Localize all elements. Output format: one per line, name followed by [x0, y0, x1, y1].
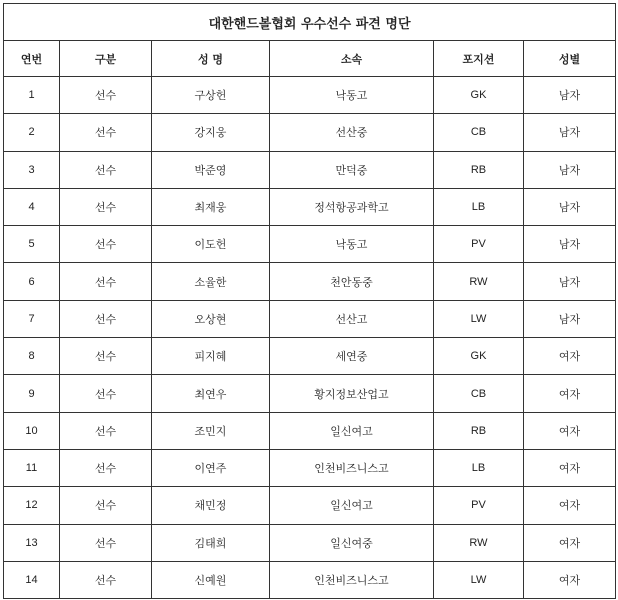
- cell-gender: 남자: [524, 188, 616, 225]
- cell-category: 선수: [60, 338, 152, 375]
- cell-affiliation: 선산중: [270, 114, 434, 151]
- table-row: [4, 412, 616, 449]
- header-name: 성 명: [152, 41, 270, 77]
- table-row: [4, 524, 616, 561]
- cell-name: 김태희: [152, 524, 270, 561]
- cell-name: 구상헌: [152, 77, 270, 114]
- table-row: [4, 263, 616, 300]
- cell-category: 선수: [60, 300, 152, 337]
- cell-number: 9: [4, 375, 60, 412]
- table-row: [4, 375, 616, 412]
- cell-name: 신예원: [152, 561, 270, 598]
- cell-gender: 여자: [524, 561, 616, 598]
- cell-gender: 남자: [524, 226, 616, 263]
- table-row: [4, 226, 616, 263]
- cell-number: 3: [4, 151, 60, 188]
- cell-number: 2: [4, 114, 60, 151]
- header-number: 연번: [4, 41, 60, 77]
- cell-affiliation: 낙동고: [270, 226, 434, 263]
- cell-name: 피지혜: [152, 338, 270, 375]
- cell-number: 13: [4, 524, 60, 561]
- cell-name: 강지웅: [152, 114, 270, 151]
- cell-affiliation: 세연중: [270, 338, 434, 375]
- cell-category: 선수: [60, 226, 152, 263]
- cell-affiliation: 인천비즈니스고: [270, 561, 434, 598]
- table-row: [4, 561, 616, 598]
- cell-name: 이도헌: [152, 226, 270, 263]
- cell-affiliation: 인천비즈니스고: [270, 449, 434, 486]
- cell-gender: 여자: [524, 338, 616, 375]
- cell-gender: 여자: [524, 524, 616, 561]
- header-row: [4, 41, 616, 77]
- cell-affiliation: 일신여고: [270, 487, 434, 524]
- table-row: [4, 487, 616, 524]
- cell-category: 선수: [60, 487, 152, 524]
- cell-number: 14: [4, 561, 60, 598]
- table-row: [4, 114, 616, 151]
- table-row: [4, 77, 616, 114]
- cell-affiliation: 만덕중: [270, 151, 434, 188]
- header-position: 포지션: [434, 41, 524, 77]
- cell-position: LB: [434, 188, 524, 225]
- table-row: [4, 449, 616, 486]
- cell-name: 최재웅: [152, 188, 270, 225]
- cell-number: 10: [4, 412, 60, 449]
- cell-affiliation: 낙동고: [270, 77, 434, 114]
- cell-number: 7: [4, 300, 60, 337]
- table-row: [4, 188, 616, 225]
- cell-number: 4: [4, 188, 60, 225]
- cell-position: RB: [434, 412, 524, 449]
- cell-affiliation: 선산고: [270, 300, 434, 337]
- cell-position: LW: [434, 300, 524, 337]
- cell-number: 11: [4, 449, 60, 486]
- cell-position: LW: [434, 561, 524, 598]
- cell-category: 선수: [60, 151, 152, 188]
- table-row: [4, 338, 616, 375]
- cell-gender: 여자: [524, 449, 616, 486]
- cell-number: 8: [4, 338, 60, 375]
- cell-position: CB: [434, 114, 524, 151]
- cell-number: 1: [4, 77, 60, 114]
- cell-position: GK: [434, 338, 524, 375]
- cell-number: 6: [4, 263, 60, 300]
- cell-name: 조민지: [152, 412, 270, 449]
- cell-category: 선수: [60, 524, 152, 561]
- cell-name: 소율한: [152, 263, 270, 300]
- cell-name: 이연주: [152, 449, 270, 486]
- cell-position: RW: [434, 524, 524, 561]
- cell-gender: 남자: [524, 263, 616, 300]
- table-row: [4, 151, 616, 188]
- cell-affiliation: 일신여중: [270, 524, 434, 561]
- cell-category: 선수: [60, 188, 152, 225]
- cell-gender: 여자: [524, 487, 616, 524]
- cell-gender: 남자: [524, 300, 616, 337]
- cell-category: 선수: [60, 412, 152, 449]
- cell-gender: 여자: [524, 412, 616, 449]
- header-gender: 성별: [524, 41, 616, 77]
- cell-name: 박준영: [152, 151, 270, 188]
- cell-position: PV: [434, 487, 524, 524]
- cell-category: 선수: [60, 114, 152, 151]
- cell-position: GK: [434, 77, 524, 114]
- header-affiliation: 소속: [270, 41, 434, 77]
- cell-name: 최연우: [152, 375, 270, 412]
- table-row: [4, 300, 616, 337]
- cell-gender: 여자: [524, 375, 616, 412]
- cell-affiliation: 일신여고: [270, 412, 434, 449]
- cell-affiliation: 정석항공과학고: [270, 188, 434, 225]
- cell-name: 채민정: [152, 487, 270, 524]
- table-title: 대한핸드볼협회 우수선수 파견 명단: [4, 4, 616, 41]
- cell-category: 선수: [60, 77, 152, 114]
- cell-category: 선수: [60, 449, 152, 486]
- cell-position: LB: [434, 449, 524, 486]
- cell-number: 5: [4, 226, 60, 263]
- cell-gender: 남자: [524, 77, 616, 114]
- cell-affiliation: 천안동중: [270, 263, 434, 300]
- cell-number: 12: [4, 487, 60, 524]
- cell-category: 선수: [60, 263, 152, 300]
- header-category: 구분: [60, 41, 152, 77]
- cell-position: RW: [434, 263, 524, 300]
- cell-gender: 남자: [524, 151, 616, 188]
- roster-table: [3, 3, 616, 599]
- cell-category: 선수: [60, 561, 152, 598]
- cell-category: 선수: [60, 375, 152, 412]
- cell-gender: 남자: [524, 114, 616, 151]
- cell-name: 오상현: [152, 300, 270, 337]
- cell-position: RB: [434, 151, 524, 188]
- cell-affiliation: 황지정보산업고: [270, 375, 434, 412]
- cell-position: PV: [434, 226, 524, 263]
- roster-body: [4, 77, 616, 599]
- cell-position: CB: [434, 375, 524, 412]
